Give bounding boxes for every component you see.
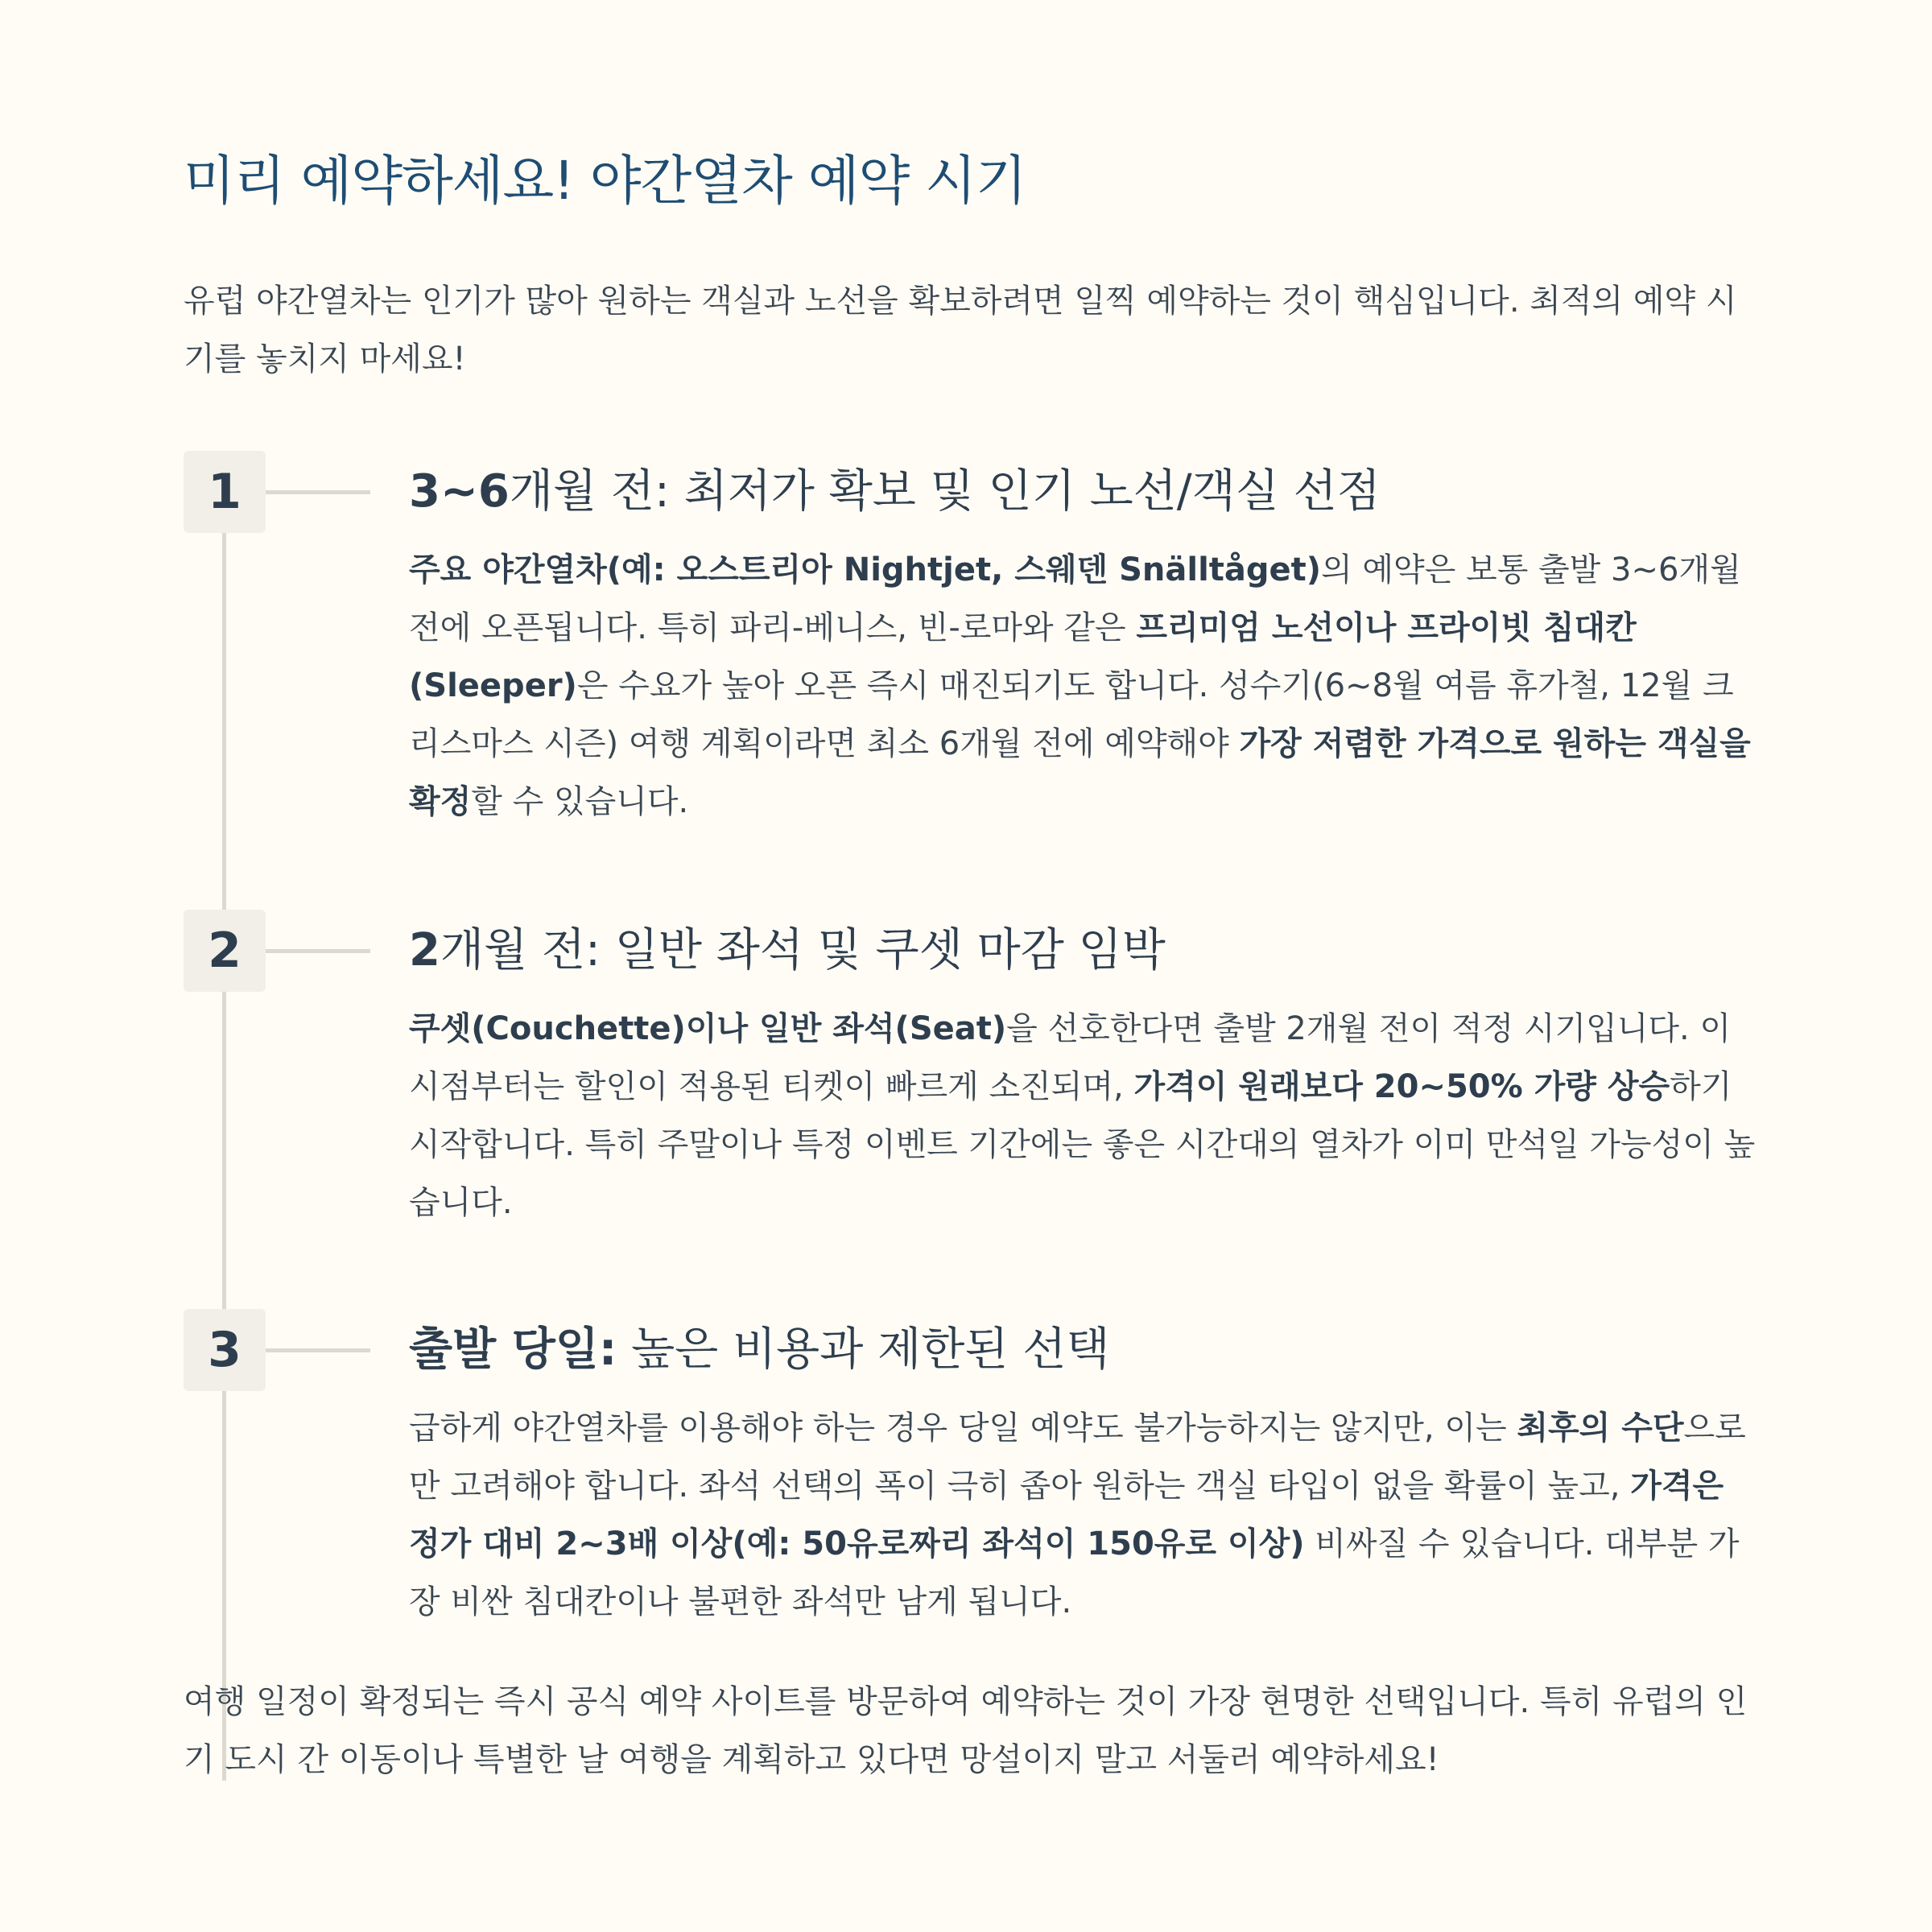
step-title-lead: 2 bbox=[409, 924, 440, 976]
step-connector bbox=[266, 490, 370, 494]
step-body-text: 은 수요가 높아 오픈 즉시 매진되기도 합니다. 성수기(6~8월 여름 휴가철, 12월 크리스마스 시즌) 여행 계획이라면 최소 6개월 전에 예약해야 bbox=[409, 667, 1734, 762]
step-title-lead: 출발 당일: bbox=[409, 1323, 617, 1376]
step-body-text: 비싸질 수 있습니다. 대부분 가장 비싼 침대칸이나 불편한 좌석만 남게 됩니다. bbox=[409, 1525, 1740, 1620]
step-body-bold: 가장 저렴한 가격으로 원하는 객실을 확정 bbox=[409, 725, 1751, 820]
step-body-bold: 주요 야간열차(예: 오스트리아 Nightjet, 스웨덴 Snälltåget) bbox=[409, 551, 1322, 588]
step-body bbox=[409, 541, 1761, 831]
step-number-badge: 2 bbox=[184, 910, 266, 992]
step-title-rest: 높은 비용과 제한된 선택 bbox=[617, 1323, 1110, 1376]
step-title bbox=[409, 452, 1761, 531]
step-number-badge: 3 bbox=[184, 1309, 266, 1391]
step-title-rest: 개월 전: 최저가 확보 및 인기 노선/객실 선점 bbox=[509, 465, 1381, 518]
step-body-text: 으로만 고려해야 합니다. 좌석 선택의 폭이 극히 좁아 원하는 객실 타입이 없을 확률이 높고, bbox=[409, 1410, 1746, 1505]
intro-paragraph: 유럽 야간열차는 인기가 많아 원하는 객실과 노선을 확보하려면 일찍 예약하는 것이 핵심입니다. 최적의 예약 시기를 놓치지 마세요! bbox=[184, 283, 1737, 378]
article bbox=[184, 137, 1761, 1778]
step-body bbox=[409, 1399, 1761, 1631]
step-connector bbox=[266, 1348, 370, 1352]
step-title bbox=[409, 911, 1761, 990]
step-body-bold: 최후의 수단 bbox=[1517, 1410, 1684, 1447]
step-title-rest: 개월 전: 일반 좌석 및 쿠셋 마감 임박 bbox=[440, 924, 1166, 976]
step-body-bold: 가격은 정가 대비 2~3배 이상(예: 50유로짜리 좌석이 150유로 이상) bbox=[409, 1468, 1724, 1563]
step-body-text: 할 수 있습니다. bbox=[471, 783, 689, 820]
outro-paragraph: 여행 일정이 확정되는 즉시 공식 예약 사이트를 방문하여 예약하는 것이 가장 현명한 선택입니다. 특히 유럽의 인기 도시 간 이동이나 특별한 날 여행을 계획하고 있다면 망설이지 말고 서둘러 예약하세요! bbox=[184, 1683, 1748, 1778]
timeline-line bbox=[222, 451, 226, 1781]
step-number-badge: 1 bbox=[184, 451, 266, 533]
step-body-bold: 프리미엄 노선이나 프라이빗 침대칸(Sleeper) bbox=[409, 609, 1637, 704]
step-body-text: 의 예약은 보통 출발 3~6개월 전에 오픈됩니다. 특히 파리-베니스, 빈-로마와 같은 bbox=[409, 551, 1741, 646]
step-body bbox=[409, 1000, 1761, 1232]
step-body-text: 하기 시작합니다. 특히 주말이나 특정 이벤트 기간에는 좋은 시간대의 열차가 이미 만석일 가능성이 높습니다. bbox=[409, 1068, 1756, 1221]
page-title: 미리 예약하세요! 야간열차 예약 시기 bbox=[184, 150, 1026, 212]
step-title-lead: 3~6 bbox=[409, 465, 510, 518]
step-connector bbox=[266, 949, 370, 953]
step-title bbox=[409, 1311, 1761, 1389]
step-body-bold: 쿠셋(Couchette)이나 일반 좌석(Seat) bbox=[409, 1010, 1007, 1047]
step-body-text: 을 선호한다면 출발 2개월 전이 적정 시기입니다. 이 시점부터는 할인이 적용된 티켓이 빠르게 소진되며, bbox=[409, 1010, 1732, 1105]
step-body-bold: 가격이 원래보다 20~50% 가량 상승 bbox=[1133, 1068, 1670, 1105]
step-body-text: 급하게 야간열차를 이용해야 하는 경우 당일 예약도 불가능하지는 않지만, 이는 bbox=[409, 1410, 1517, 1447]
